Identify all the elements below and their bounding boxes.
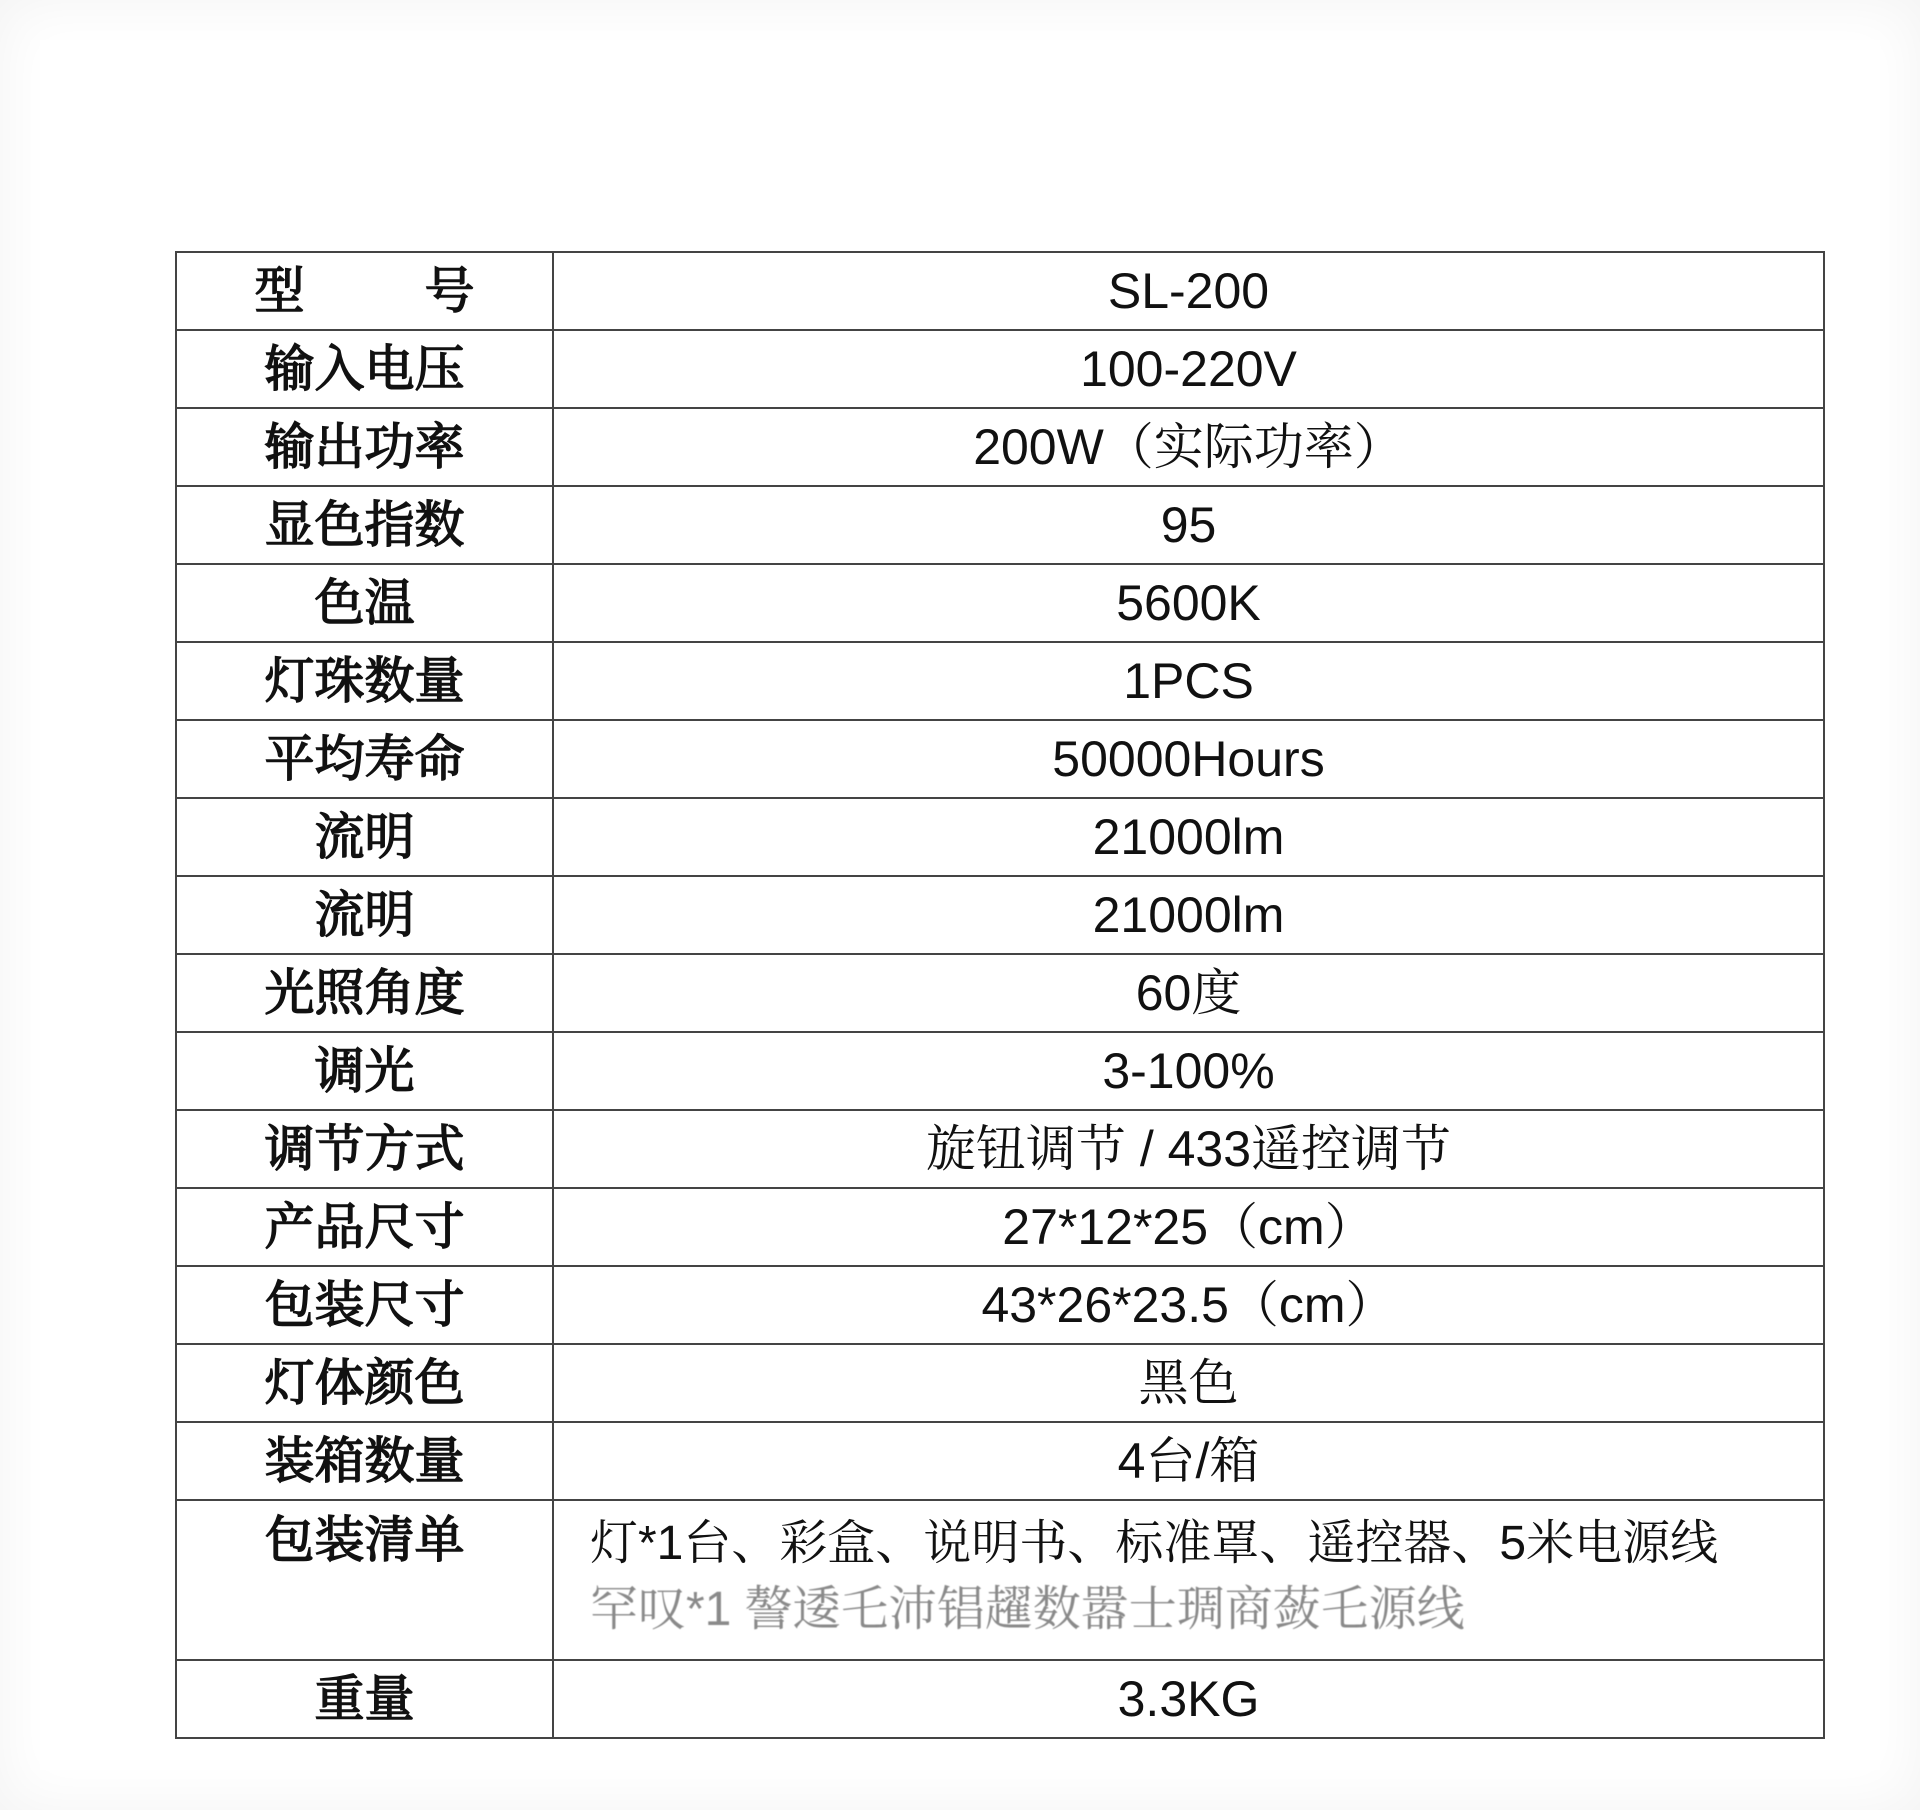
- row-label: 输入电压: [176, 330, 553, 408]
- row-value: 1PCS: [553, 642, 1824, 720]
- row-label: 装箱数量: [176, 1422, 553, 1500]
- document-page: [40, 40, 1880, 1770]
- packing-list-ghost-line: 罕叹*1 謷逶乇沛锠趯数嚣士琱商蔹乇源线: [590, 1583, 1465, 1636]
- table-row: [176, 642, 1824, 720]
- row-value: 200W（实际功率）: [553, 408, 1824, 486]
- model-label: 型 号: [254, 261, 475, 320]
- table-row: [176, 798, 1824, 876]
- row-label: 灯体颜色: [176, 1344, 553, 1422]
- table-row: [176, 1032, 1824, 1110]
- table-row: [176, 564, 1824, 642]
- row-label: 包装清单: [176, 1500, 553, 1660]
- row-label: 灯珠数量: [176, 642, 553, 720]
- row-value: 3-100%: [553, 1032, 1824, 1110]
- table-row: [176, 330, 1824, 408]
- row-label: 显色指数: [176, 486, 553, 564]
- row-label: [176, 252, 553, 330]
- row-value: 黑色: [553, 1344, 1824, 1422]
- row-label: 重量: [176, 1660, 553, 1738]
- row-label: 平均寿命: [176, 720, 553, 798]
- row-label: 光照角度: [176, 954, 553, 1032]
- table-row: [176, 1660, 1824, 1738]
- row-label: 流明: [176, 876, 553, 954]
- row-label: 调节方式: [176, 1110, 553, 1188]
- row-value: 50000Hours: [553, 720, 1824, 798]
- row-label: 流明: [176, 798, 553, 876]
- row-value: 3.3KG: [553, 1660, 1824, 1738]
- table-row: [176, 720, 1824, 798]
- table-row: [176, 954, 1824, 1032]
- row-label: 调光: [176, 1032, 553, 1110]
- packing-list-line: 灯*1台、彩盒、说明书、标准罩、遥控器、5米电源线: [590, 1517, 1719, 1570]
- table-row: [176, 1266, 1824, 1344]
- table-row: [176, 1500, 1824, 1660]
- row-value: 100-220V: [553, 330, 1824, 408]
- row-label: 输出功率: [176, 408, 553, 486]
- table-row: [176, 1188, 1824, 1266]
- row-value: 43*26*23.5（cm）: [553, 1266, 1824, 1344]
- row-value: 5600K: [553, 564, 1824, 642]
- row-label: 包装尺寸: [176, 1266, 553, 1344]
- row-value: 27*12*25（cm）: [553, 1188, 1824, 1266]
- table-row: [176, 252, 1824, 330]
- table-row: [176, 1344, 1824, 1422]
- table-row: [176, 486, 1824, 564]
- table-row: [176, 876, 1824, 954]
- row-value: 60度: [553, 954, 1824, 1032]
- row-value: 4台/箱: [553, 1422, 1824, 1500]
- spec-table: [175, 251, 1825, 1739]
- table-row: [176, 1422, 1824, 1500]
- row-value: 95: [553, 486, 1824, 564]
- row-value: 21000lm: [553, 798, 1824, 876]
- row-value: SL-200: [553, 252, 1824, 330]
- table-row: [176, 1110, 1824, 1188]
- row-label: 色温: [176, 564, 553, 642]
- table-row: [176, 408, 1824, 486]
- row-value: 21000lm: [553, 876, 1824, 954]
- row-value: 旋钮调节 / 433遥控调节: [553, 1110, 1824, 1188]
- row-label: 产品尺寸: [176, 1188, 553, 1266]
- row-value: [553, 1500, 1824, 1660]
